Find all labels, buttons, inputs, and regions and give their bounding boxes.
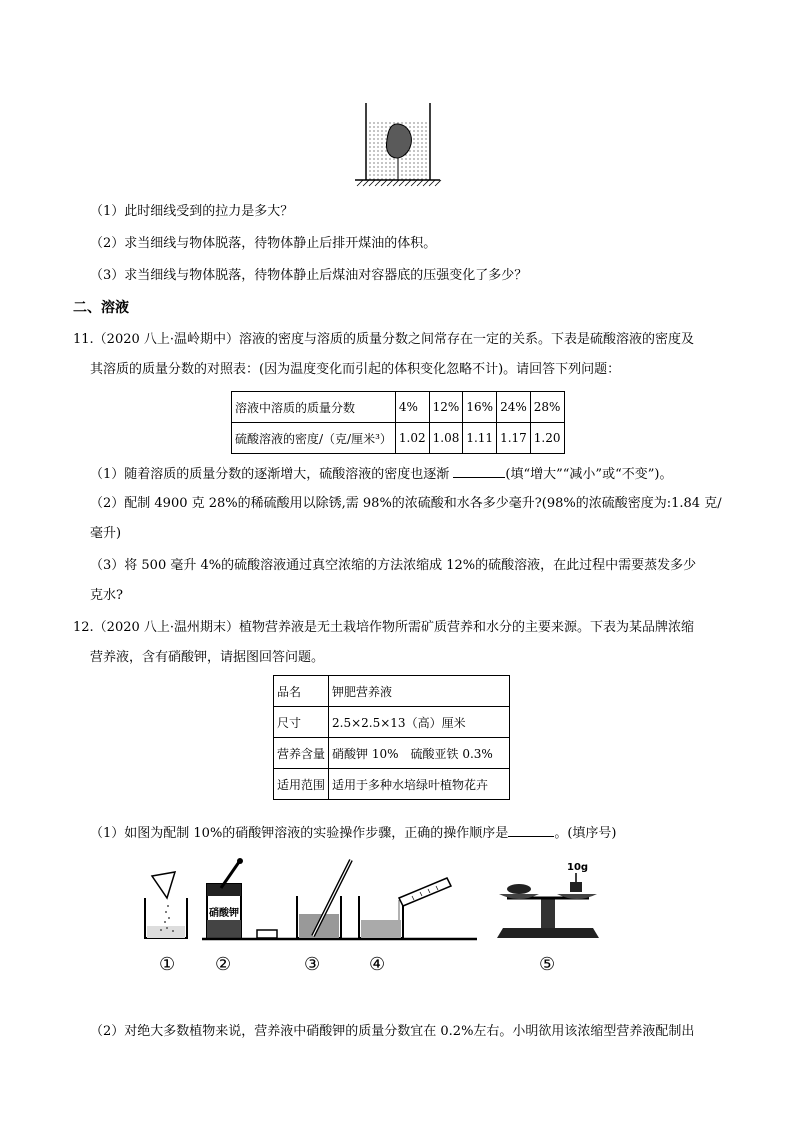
table-cell: 尺寸 bbox=[274, 707, 329, 738]
table-cell: 适用范围 bbox=[274, 769, 329, 800]
part-1-hint: 。(填序号) bbox=[554, 826, 617, 841]
question-11-part-1 bbox=[90, 463, 672, 485]
question-11-part-2-line1: （2）配制 4900 克 28%的稀硫酸用以除锈,需 98%的浓硫酸和水各多少毫升?(98%的浓硫酸密度为:1.84 克/ bbox=[90, 496, 722, 511]
table-row bbox=[232, 423, 565, 454]
experiment-steps-figure bbox=[137, 858, 600, 980]
table-cell: 硫酸溶液的密度/（克/厘米³） bbox=[232, 423, 396, 454]
ground-hatch bbox=[357, 180, 441, 186]
table-cell: 1.11 bbox=[463, 423, 497, 454]
nutrient-solution-table bbox=[273, 675, 510, 800]
table-cell: 营养含量 bbox=[274, 738, 329, 769]
answer-blank[interactable] bbox=[453, 463, 505, 478]
question-11-part-2-line2: 毫升) bbox=[90, 526, 122, 541]
question-11-part-3-line2: 克水? bbox=[90, 588, 123, 603]
weight-label: 10g bbox=[567, 862, 589, 873]
question-12-part-1 bbox=[90, 822, 616, 844]
question-10-part-1: （1）此时细线受到的拉力是多大？ bbox=[90, 204, 294, 219]
question-11-stem-line1: 11.（2020 八上·温岭期中）溶液的密度与溶质的质量分数之间常存在一定的关系。下表是硫酸溶液的密度及 bbox=[73, 332, 695, 347]
question-10-part-3: （3）求当细线与物体脱落，待物体静止后煤油对容器底的压强变化了多少？ bbox=[90, 268, 528, 283]
table-cell: 品名 bbox=[274, 676, 329, 707]
jar-label: 硝酸钾 bbox=[209, 908, 239, 919]
table-row bbox=[274, 707, 510, 738]
container-figure bbox=[345, 98, 445, 188]
part-1-hint: (填“增大”“减小”或“不变”)。 bbox=[505, 467, 673, 482]
part-1-text: （1）如图为配制 10%的硝酸钾溶液的实验操作步骤，正确的操作顺序是 bbox=[90, 826, 509, 841]
step-3-beaker bbox=[297, 860, 351, 938]
table-row bbox=[274, 769, 510, 800]
table-cell: 4% bbox=[395, 392, 429, 423]
table-cell: 硝酸钾 10% 硫酸亚铁 0.3% bbox=[329, 738, 510, 769]
question-11-stem-line2: 其溶质的质量分数的对照表：(因为温度变化而引起的体积变化忽略不计)。请回答下列问题： bbox=[90, 362, 621, 377]
step-label-4: ④ bbox=[369, 954, 386, 975]
step-1-beaker bbox=[145, 872, 187, 938]
part-1-text: （1）随着溶质的质量分数的逐渐增大，硫酸溶液的密度也逐渐 bbox=[90, 467, 450, 482]
step-label-5: ⑤ bbox=[539, 954, 556, 975]
stopper bbox=[257, 930, 277, 938]
step-2-reagent-jar bbox=[207, 858, 243, 938]
table-row bbox=[274, 738, 510, 769]
table-row bbox=[274, 676, 510, 707]
question-12-stem-line2: 营养液，含有硝酸钾，请据图回答问题。 bbox=[90, 650, 325, 665]
step-4-beaker bbox=[359, 878, 451, 938]
sulfuric-acid-table bbox=[231, 391, 565, 454]
table-cell: 2.5×2.5×13（高）厘米 bbox=[329, 707, 510, 738]
table-cell: 1.02 bbox=[395, 423, 429, 454]
table-cell: 1.20 bbox=[530, 423, 564, 454]
step-label-1: ① bbox=[159, 954, 176, 975]
table-cell: 钾肥营养液 bbox=[329, 676, 510, 707]
table-cell: 1.08 bbox=[429, 423, 463, 454]
table-cell: 24% bbox=[497, 392, 531, 423]
question-12-stem-line1: 12.（2020 八上·温州期末）植物营养液是无土栽培作物所需矿质营养和水分的主要来源。下表为某品牌浓缩 bbox=[73, 620, 695, 635]
table-row bbox=[232, 392, 565, 423]
table-cell: 16% bbox=[463, 392, 497, 423]
question-11-part-3-line1: （3）将 500 毫升 4%的硫酸溶液通过真空浓缩的方法浓缩成 12%的硫酸溶液，在此过程中需要蒸发多少 bbox=[90, 558, 697, 573]
answer-blank[interactable] bbox=[508, 822, 554, 837]
table-cell: 12% bbox=[429, 392, 463, 423]
step-label-2: ② bbox=[215, 954, 232, 975]
question-10-part-2: （2）求当细线与物体脱落，待物体静止后排开煤油的体积。 bbox=[90, 236, 437, 251]
section-2-heading: 二、溶液 bbox=[73, 300, 129, 316]
step-5-balance bbox=[497, 862, 599, 938]
table-cell: 溶液中溶质的质量分数 bbox=[232, 392, 396, 423]
table-cell: 1.17 bbox=[497, 423, 531, 454]
step-label-3: ③ bbox=[304, 954, 321, 975]
question-12-part-2: （2）对绝大多数植物来说，营养液中硝酸钾的质量分数宜在 0.2%左右。小明欲用该浓缩型营养液配制出 bbox=[90, 1024, 695, 1039]
table-cell: 适用于多种水培绿叶植物花卉 bbox=[329, 769, 510, 800]
table-cell: 28% bbox=[530, 392, 564, 423]
